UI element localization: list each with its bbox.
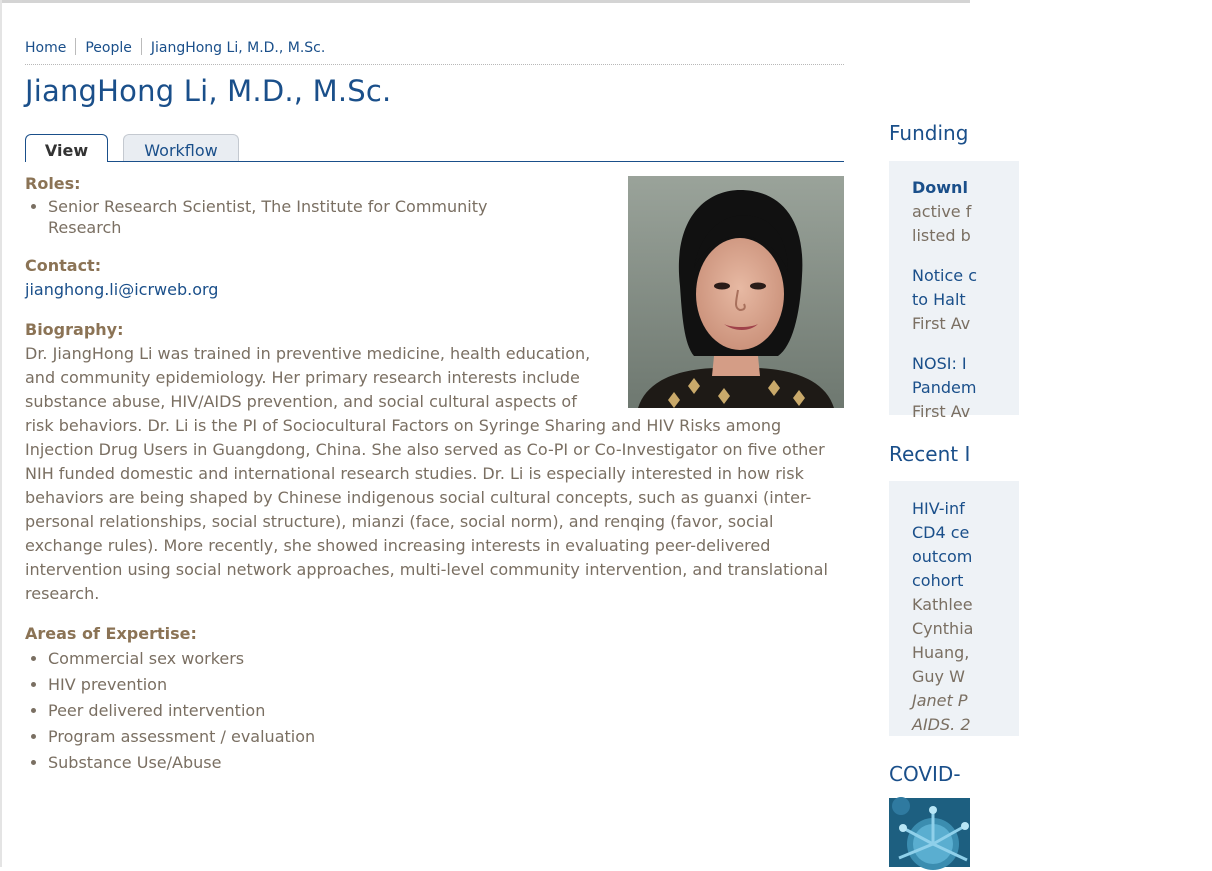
- list-item: • Substance Use/Abuse: [48, 750, 315, 776]
- funding-download-link[interactable]: Downl: [912, 178, 968, 197]
- list-item: • Peer delivered intervention: [48, 698, 315, 724]
- breadcrumb-separator: [141, 38, 142, 55]
- recent-article-link[interactable]: outcom: [912, 547, 973, 566]
- funding-text: active f: [912, 202, 972, 221]
- funding-text: listed b: [912, 226, 971, 245]
- breadcrumb-current-link[interactable]: JiangHong Li, M.D., M.Sc.: [150, 40, 326, 56]
- funding-box: [889, 161, 1019, 421]
- biography-section: [25, 318, 843, 606]
- tab-bar: [25, 134, 844, 162]
- recent-authors: Kathlee: [912, 595, 973, 614]
- list-item: • Senior Research Scientist, The Institute for Community Research: [48, 196, 518, 238]
- funding-date: First Av: [912, 402, 971, 421]
- window-left-border: [0, 0, 2, 867]
- recent-heading: Recent I: [889, 442, 971, 466]
- page-title: JiangHong Li, M.D., M.Sc.: [25, 74, 392, 108]
- covid-heading: COVID-: [889, 762, 961, 786]
- expertise-list: [25, 646, 315, 776]
- window-top-border: [0, 0, 970, 3]
- email-link[interactable]: jianghong.li@icrweb.org: [25, 280, 219, 299]
- list-item: • Program assessment / evaluation: [48, 724, 315, 750]
- recent-authors: Cynthia: [912, 619, 974, 638]
- recent-article-link[interactable]: cohort: [912, 571, 964, 590]
- breadcrumb: [25, 38, 844, 65]
- breadcrumb-separator: [75, 38, 76, 55]
- funding-notice-link[interactable]: to Halt: [912, 290, 966, 309]
- contact-section: [25, 254, 218, 302]
- recent-citation: Janet P: [912, 691, 968, 710]
- expertise-section: [25, 622, 315, 776]
- funding-date: First Av: [912, 314, 971, 333]
- photo-spacer: [597, 342, 843, 392]
- recent-box: [889, 481, 1019, 736]
- biography-text: Dr. JiangHong Li was trained in preventive medicine, health education, and community epidemiology. Her primary research interests include substance abuse, HIV/AIDS prevention, and social cultural aspects of risk behaviors. Dr. Li is the PI of Sociocultural Factors on Syringe Sharing and HIV Risks among Injection Drug Users in Guangdong, China. She also served as Co-PI or Co-Investigator on five other NIH funded domestic and international research studies. Dr. Li is especially interested in how risk behaviors are being shaped by Chinese indigenous social cultural concepts, such as guanxi (inter-personal relationships, social structure), mianzi (face, social norm), and renqing (favor, social exchange rules). More recently, she showed increasing interests in evaluating peer-delivered intervention using social network approaches, multi-level community intervention, and translational research.: [25, 344, 828, 603]
- tab-workflow[interactable]: Workflow: [123, 134, 239, 161]
- funding-heading: Funding: [889, 121, 969, 145]
- recent-article-link[interactable]: CD4 ce: [912, 523, 970, 542]
- recent-article-link[interactable]: HIV-inf: [912, 499, 965, 518]
- expertise-label: Areas of Expertise:: [25, 624, 197, 643]
- biography-label: Biography:: [25, 320, 124, 339]
- tab-view[interactable]: View: [25, 134, 108, 162]
- funding-notice-link[interactable]: Notice c: [912, 266, 977, 285]
- sidebar: [889, 0, 977, 867]
- contact-label: Contact:: [25, 256, 102, 275]
- breadcrumb-people-link[interactable]: People: [85, 40, 132, 56]
- recent-authors: Guy W: [912, 667, 965, 686]
- roles-section: [25, 172, 518, 238]
- breadcrumb-home-link[interactable]: Home: [25, 40, 67, 56]
- biography-text-wrap: [25, 342, 843, 606]
- list-item: • Commercial sex workers: [48, 646, 315, 672]
- list-item: • HIV prevention: [48, 672, 315, 698]
- covid-virus-image[interactable]: [889, 798, 970, 867]
- funding-nosi-link[interactable]: Pandem: [912, 378, 977, 397]
- recent-authors: Huang,: [912, 643, 970, 662]
- funding-nosi-link[interactable]: NOSI: I: [912, 354, 967, 373]
- roles-label: Roles:: [25, 174, 81, 193]
- recent-citation: AIDS. 2: [912, 715, 971, 734]
- roles-list: [25, 196, 518, 238]
